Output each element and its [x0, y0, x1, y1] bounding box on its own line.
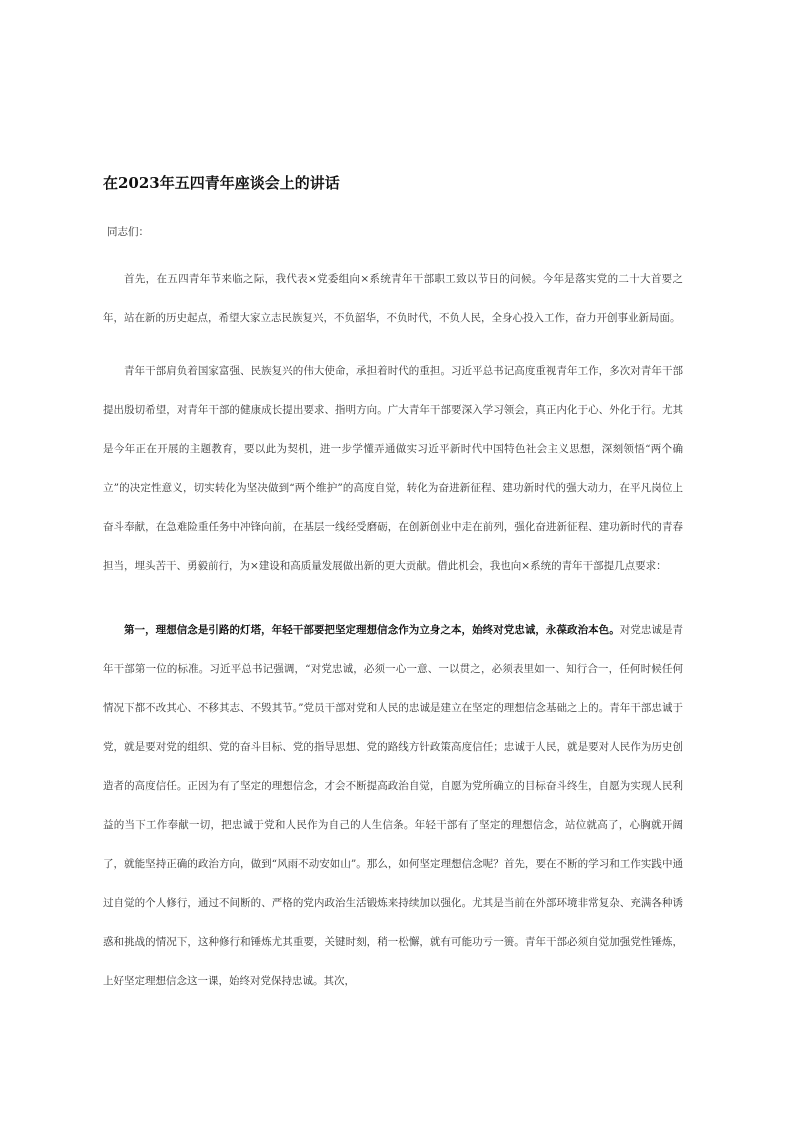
paragraph-1 — [103, 260, 683, 338]
paragraph-3-text: 对党忠诚是青年干部第一位的标准。习近平总书记强调，“对党忠诚，必须一心一意、一以贯之，必须表里如一、知行合一，任何时候任何情况下都不改其心、不移其志、不毁其节。”党员干部对党和人民的忠诚是建立在坚定的理想信念基础之上的。青年干部忠诚于党，就是要对党的组织、党的奋斗目标、党的指导思想、党的路线方针政策高度信任；忠诚于人民，就是要对人民作为历史创造者的高度信任。正因为有了坚定的理想信念，才会不断提高政治自觉，自愿为党所确立的目标奋斗终生，自愿为实现人民利益的当下工作奉献一切，把忠诚于党和人民作为自己的人生信条。年轻干部有了坚定的理想信念，站位就高了，心胸就开阔了，就能坚持正确的政治方向，做到“风雨不动安如山”。那么，如何坚定理想信念呢？首先，要在不断的学习和工作实践中通过自觉的个人修行，通过不间断的、严格的党内政治生活锻炼来持续加以强化。尤其是当前在外部环境非常复杂、充满各种诱惑和挑战的情况下，这种修行和锤炼尤其重要，关键时刻，稍一松懈，就有可能功亏一篑。青年干部必须自觉加强党性锤炼，上好坚定理想信念这一课，始终对党保持忠诚。其次， — [103, 624, 684, 987]
paragraph-3 — [103, 611, 683, 1001]
paragraph-3-lead: 第一，理想信念是引路的灯塔，年轻干部要把坚定理想信念作为立身之本，始终对党忠诚，永葆政治本色。 — [124, 624, 620, 636]
salutation: 同志们： — [107, 226, 149, 238]
paragraph-2-text: 青年干部肩负着国家富强、民族复兴的伟大使命，承担着时代的重担。习近平总书记高度重视青年工作，多次对青年干部提出殷切希望，对青年干部的健康成长提出要求、指明方向。广大青年干部要深入学习领会，真正内化于心、外化于行。尤其是今年正在开展的主题教育，要以此为契机，进一步学懂弄通做实习近平新时代中国特色社会主义思想，深刻领悟“两个确立”的决定性意义，切实转化为坚决做到“两个维护”的高度自觉，转化为奋进新征程、建功新时代的强大动力，在平凡岗位上奋斗奉献，在急难险重任务中冲锋向前，在基层一线经受磨砺，在创新创业中走在前列，强化奋进新征程、建功新时代的青春担当，埋头苦干、勇毅前行，为×建设和高质量发展做出新的更大贡献。借此机会，我也向×系统的青年干部提几点要求： — [103, 365, 683, 572]
document-title: 在2023年五四青年座谈会上的讲话 — [103, 174, 340, 192]
paragraph-2 — [103, 352, 683, 586]
paragraph-1-text: 首先，在五四青年节来临之际，我代表×党委组向×系统青年干部职工致以节日的问候。今年是落实党的二十大首要之年，站在新的历史起点，希望大家立志民族复兴，不负韶华，不负时代，不负人民，全身心投入工作，奋力开创事业新局面。 — [103, 273, 683, 324]
